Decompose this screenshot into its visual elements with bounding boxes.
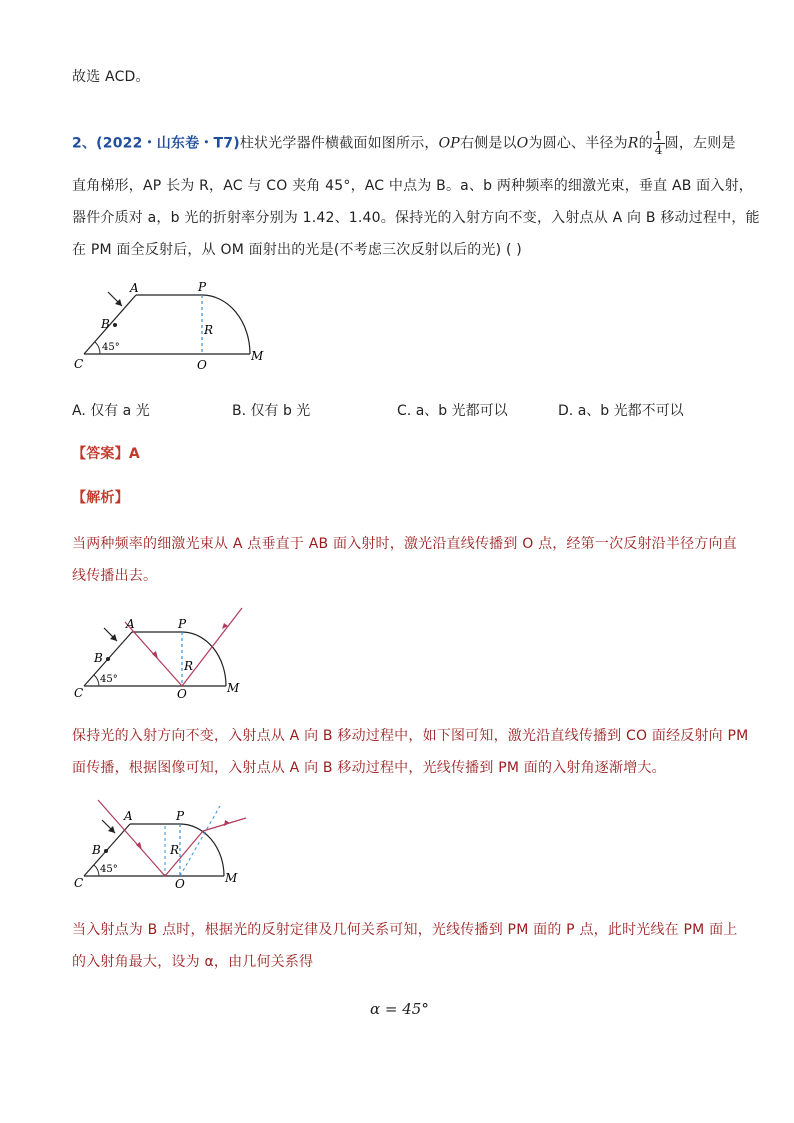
svg-text:O: O — [175, 877, 185, 888]
option-a-key: A. — [72, 403, 86, 419]
q1-r: R — [627, 135, 639, 152]
option-a[interactable] — [72, 400, 150, 420]
svg-text:A: A — [124, 809, 133, 823]
analysis-p1-line2: 线传播出去。 — [72, 568, 158, 584]
svg-text:45°: 45° — [100, 674, 118, 685]
option-b-key: B. — [232, 403, 247, 419]
figure-2 — [70, 604, 260, 699]
question-line-2: 直角梯形，AP 长为 R，AC 与 CO 夹角 45°，AC 中点为 B。a、b 两种频率的细激光束，垂直 AB 面入射， — [72, 178, 753, 194]
option-a-text: 仅有 a 光 — [90, 403, 150, 419]
svg-text:A: A — [126, 617, 135, 631]
prev-answer-line: 故选 ACD。 — [72, 69, 150, 85]
option-d-key: D. — [558, 403, 574, 419]
q1-o: O — [516, 135, 529, 152]
frac-den: 4 — [654, 143, 663, 157]
analysis-label — [72, 487, 129, 507]
svg-text:R: R — [184, 659, 194, 673]
question-number: 2、 — [72, 135, 97, 152]
analysis-p2-line2: 面传播，根据图像可知，入射点从 A 向 B 移动过程中，光线传播到 PM 面的入射角逐渐增大。 — [72, 760, 666, 776]
answer-label: 【答案】 — [72, 446, 129, 462]
svg-text:C: C — [74, 686, 84, 699]
label-m: M — [251, 349, 264, 363]
svg-text:B: B — [92, 843, 101, 857]
svg-text:M: M — [227, 681, 240, 695]
figure-1 — [70, 278, 280, 373]
option-c-text: a、b 光都可以 — [415, 403, 508, 419]
option-d-text: a、b 光都不可以 — [577, 403, 684, 419]
analysis-label-text: 【解析】 — [72, 490, 129, 506]
q1-text-e: 为圆心、半径为 — [528, 135, 628, 152]
option-b-text: 仅有 b 光 — [250, 403, 311, 419]
label-r: R — [204, 323, 214, 337]
ray-out — [182, 608, 242, 686]
label-c: C — [74, 357, 84, 371]
figure-3 — [70, 796, 260, 888]
option-c-key: C. — [397, 403, 412, 419]
q1-op: OP — [438, 135, 460, 152]
label-p: P — [198, 280, 207, 294]
svg-text:R: R — [170, 843, 180, 857]
label-b: B — [101, 317, 110, 331]
analysis-p1-line1: 当两种频率的细激光束从 A 点垂直于 AB 面入射时，激光沿直线传播到 O 点，经第一次反射沿半径方向直 — [72, 536, 737, 552]
answer-value: A — [128, 446, 140, 462]
option-d[interactable] — [558, 400, 684, 420]
question-line-4: 在 PM 面全反射后，从 OM 面射出的光是(不考虑三次反射以后的光) ( ) — [72, 242, 522, 258]
q1-text-c: 右侧是以 — [459, 135, 517, 152]
label-angle: 45° — [102, 342, 120, 353]
answer-line — [72, 443, 140, 463]
q1-text-a: 柱状光学器件横截面如图所示， — [239, 135, 439, 152]
frac-num: 1 — [654, 129, 663, 143]
option-b[interactable] — [232, 400, 310, 420]
svg-text:O: O — [177, 687, 187, 699]
question-source: (2022・山东卷・T7) — [96, 135, 240, 152]
analysis-p3-line2: 的入射角最大，设为 α，由几何关系得 — [72, 954, 314, 970]
svg-text:45°: 45° — [100, 864, 118, 875]
label-o: O — [197, 358, 207, 372]
svg-text:M: M — [225, 871, 238, 885]
quarter-fraction — [653, 130, 665, 157]
question-line-3: 器件介质对 a，b 光的折射率分别为 1.42、1.40。保持光的入射方向不变，入射点从 A 向 B 移动过程中，能 — [72, 210, 760, 226]
analysis-p3-line1: 当入射点为 B 点时，根据光的反射定律及几何关系可知，光线传播到 PM 面的 P 点，此时光线在 PM 面上 — [72, 922, 738, 938]
q1-text-g: 的 — [638, 135, 653, 152]
option-c[interactable] — [397, 400, 508, 420]
q1-text-h: 圆，左则是 — [664, 135, 736, 152]
svg-text:B: B — [94, 651, 103, 665]
equation-alpha: α = 45° — [370, 1000, 429, 1018]
question-line-1 — [72, 130, 736, 157]
point-b — [113, 323, 117, 327]
svg-text:P: P — [176, 809, 185, 823]
label-a: A — [130, 281, 139, 295]
angle-arc — [95, 342, 100, 354]
svg-text:P: P — [178, 617, 187, 631]
analysis-p2-line1: 保持光的入射方向不变，入射点从 A 向 B 移动过程中，如下图可知，激光沿直线传播到 CO 面经反射向 PM — [72, 728, 749, 744]
svg-text:C: C — [74, 876, 84, 888]
